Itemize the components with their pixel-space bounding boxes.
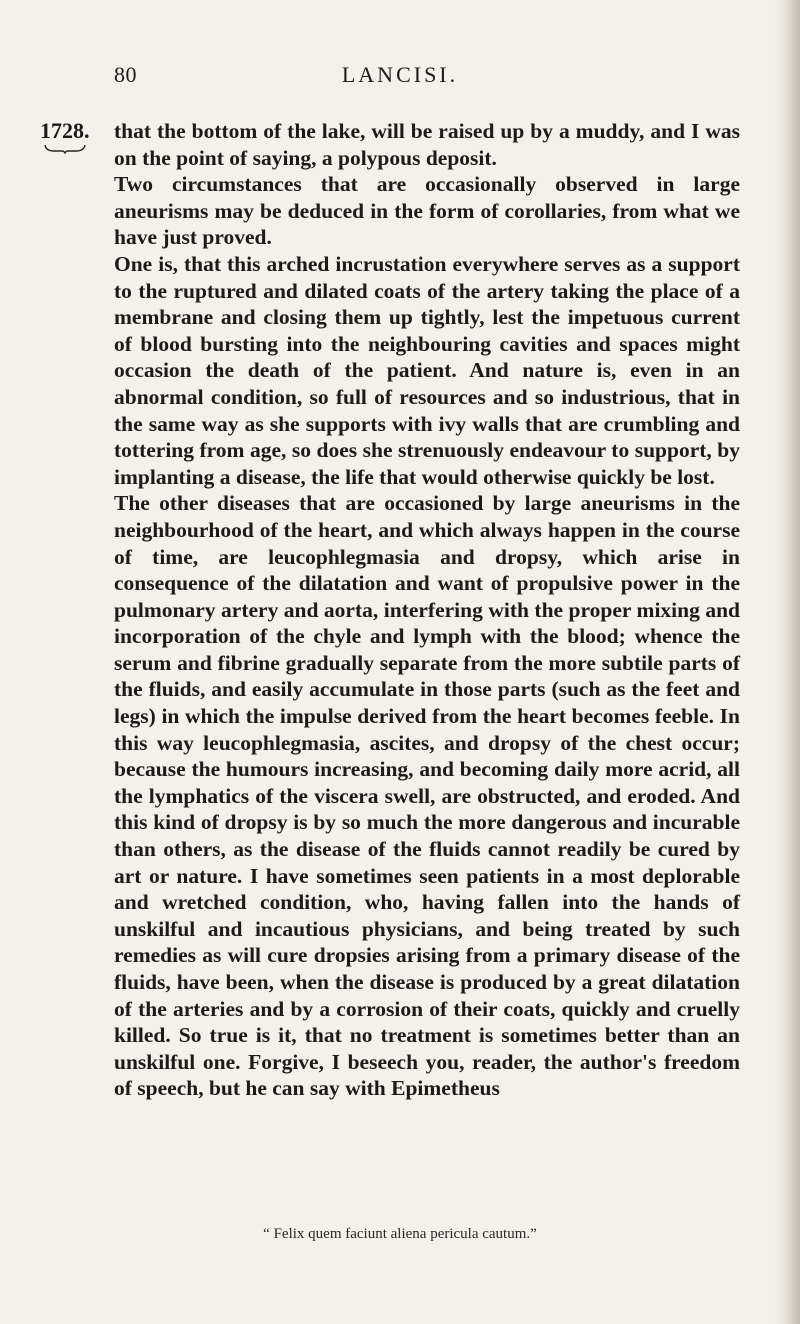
margin-brace-icon — [44, 144, 86, 154]
margin-year-note: 1728. — [40, 118, 90, 143]
page-header — [0, 62, 800, 90]
paragraph: that the bottom of the lake, will be raised up by a muddy, and I was on the point of saying, a polypous deposit. — [114, 119, 740, 170]
paragraph: The other diseases that are occasioned by large aneurisms in the neighbourhood of the heart, and which always happen in the course of time, are leucophlegmasia and dropsy, which arise in consequence of the dilatation and want of propulsive power in the pulmonary artery and aorta, interfering with the proper mixing and incorporation of the chyle and lymph with the blood; whence the serum and fibrine gradually separate from the more subtile parts of the fluids, and easily accumulate in those parts (such as the feet and legs) in which the impulse derived from the heart becomes feeble. In this way leucophlegmasia, ascites, and dropsy of the chest occur; because the humours increasing, and becoming daily more acrid, all the lymphatics of the viscera swell, are obstructed, and eroded. And this kind of dropsy is by so much the more dangerous and incurable than others, as the disease of the fluids cannot readily be cured by art or nature. I have sometimes seen patients in a most deplorable and wretched condition, who, having fallen into the hands of unskilful and incautious physicians, and being treated by such remedies as will cure dropsies arising from a primary disease of the fluids, have been, when the disease is produced by a great dilatation of the arteries and by a corrosion of their coats, quickly and cruelly killed. So true is it, that no treatment is sometimes better than an unskilful one. Forgive, I beseech you, reader, the author's freedom of speech, but he can say with Epimetheus — [114, 491, 740, 1101]
running-head: LANCISI. — [341, 62, 459, 87]
footnote-quote: “ Felix quem faciunt aliena pericula cautum.” — [263, 1226, 537, 1242]
body-text — [114, 118, 740, 1102]
paragraph: One is, that this arched incrustation everywhere serves as a support to the ruptured and dilated coats of the artery taking the place of a membrane and closing them up tightly, lest the impetuous current of blood bursting into the neighbouring cavities and spaces might occasion the death of the patient. And nature is, even in an abnormal condition, so full of resources and so industrious, that in the same way as she supports with ivy walls that are crumbling and tottering from age, so does she strenuously endeavour to support, by implanting a disease, the life that would otherwise quickly be lost. — [114, 251, 740, 489]
page-edge-shadow — [774, 0, 800, 1324]
page-number: 80 — [114, 62, 137, 87]
paragraph: Two circumstances that are occasionally observed in large aneurisms may be deduced in the form of corollaries, from what we have just proved. — [114, 172, 740, 250]
